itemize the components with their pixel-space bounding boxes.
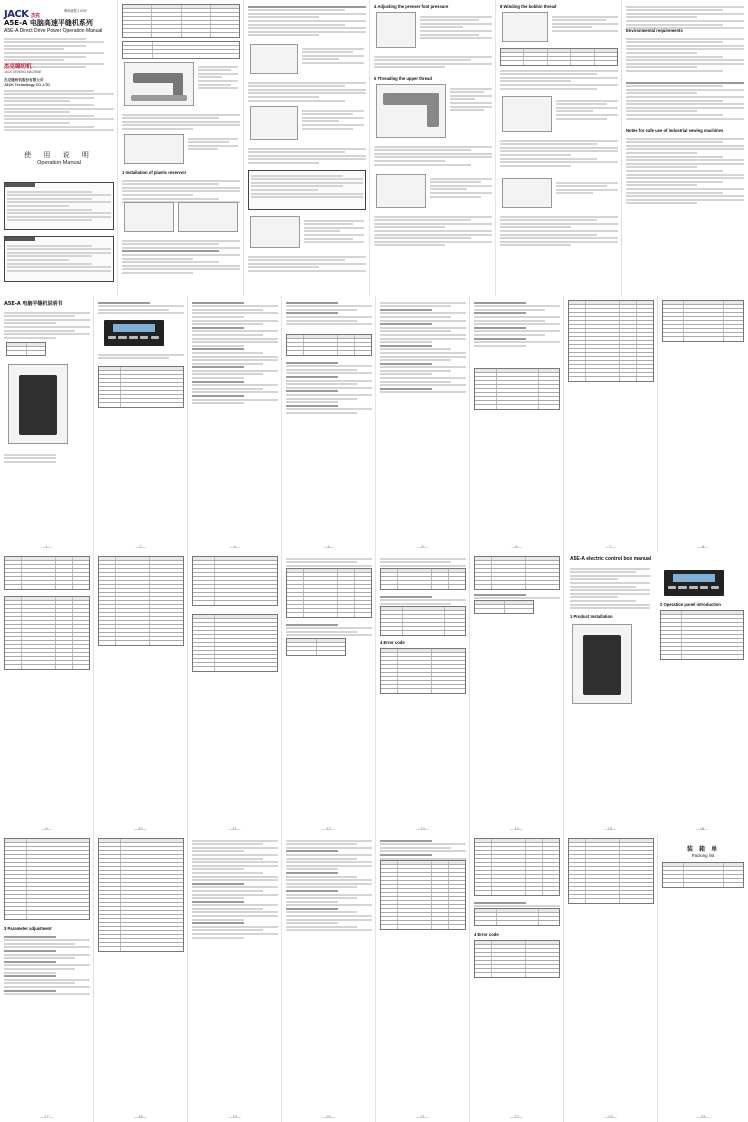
bobbin-diagram <box>250 216 300 248</box>
page-number: —18— <box>134 1114 147 1119</box>
oil-window-diagram <box>250 44 298 74</box>
error-table-en <box>474 940 560 978</box>
needle-diagram <box>250 106 298 140</box>
control-box-photo <box>8 364 68 444</box>
spec-table-2 <box>122 41 240 59</box>
company-name-en: JACK Technology CO.,LTD <box>4 83 50 87</box>
company-name-cn-2: 杰克缝纫机 <box>4 64 32 70</box>
manual-title-en: Operation Manual <box>37 160 81 166</box>
page-20 <box>282 834 376 1122</box>
reservoir-diagram <box>124 202 174 232</box>
table-diagram <box>124 134 184 164</box>
page-number: —1— <box>41 544 52 549</box>
page-number: —20— <box>322 1114 335 1119</box>
page-14 <box>470 552 564 834</box>
page-number: —11— <box>228 826 241 831</box>
winding-diagram <box>502 12 548 42</box>
param-table-h <box>192 556 278 606</box>
page-number: —8— <box>697 544 709 549</box>
page-number: —19— <box>228 1114 241 1119</box>
page-2 <box>94 296 188 552</box>
page-number: —4— <box>323 544 334 549</box>
panel-intro-title: 2 Operation panel introduction <box>660 602 721 607</box>
series-title-en: A5E-A Direct Drive Power Operation Manual <box>4 28 103 34</box>
page-3 <box>188 296 282 552</box>
page-number: —21— <box>416 1114 429 1119</box>
row-1 <box>0 0 748 296</box>
page-8 <box>658 296 748 552</box>
page-21 <box>376 834 470 1122</box>
page-number: —23— <box>604 1114 617 1119</box>
page-4 <box>282 296 376 552</box>
brand-tag: 傳承縫製 100年 <box>64 9 88 13</box>
page-15-16 <box>564 552 748 834</box>
error-table-cn-3 <box>474 600 534 614</box>
page-number: —10— <box>134 826 147 831</box>
param-table-k <box>286 638 346 656</box>
param-table-a <box>286 334 372 356</box>
company-sub: JACK SEWING MACHINE <box>4 70 42 74</box>
error-section-title-en: 4 Error code <box>474 932 499 937</box>
param-table-en-e <box>474 908 560 926</box>
row-3 <box>0 552 748 834</box>
winding-section-title: 8 Winding the bobbin thread <box>500 4 557 9</box>
pressure-section-title: 4 Adjusting the presser foot pressure <box>374 4 449 9</box>
control-box-photo-en <box>572 624 632 704</box>
product-install-title: 1 Product Installation <box>570 614 613 619</box>
page-19 <box>188 834 282 1122</box>
page-number: —6— <box>511 544 522 549</box>
param-table-en-d <box>474 838 560 896</box>
page-pressure <box>370 0 496 296</box>
page-number: —17— <box>40 1114 53 1119</box>
thread-section-title: 5 Threading the upper thread <box>374 76 432 81</box>
page-winding <box>496 0 622 296</box>
threading-diagram <box>376 84 446 138</box>
page-number: —24— <box>696 1114 710 1119</box>
env-section-title: Environmental requirements <box>626 28 683 33</box>
page-7 <box>564 296 658 552</box>
oil-diagram <box>178 202 238 232</box>
param-table-d <box>662 300 744 342</box>
packing-list-title-cn: 装 箱 单 <box>686 846 720 853</box>
page-number: —12— <box>322 826 335 831</box>
page-number: —22— <box>510 1114 523 1119</box>
safety-section-title: Notes for safe use of industrial sewing machines <box>626 128 724 133</box>
page-11 <box>188 552 282 834</box>
caution-box <box>248 170 366 210</box>
page-number: —13— <box>416 826 429 831</box>
page-oil-adjust <box>244 0 370 296</box>
en-manual-title: A5E-A electric control box manual <box>570 556 652 562</box>
brand-name: JACK <box>4 9 29 20</box>
key-function-table-en <box>660 610 744 660</box>
row-2 <box>0 296 748 552</box>
brand-name-cn: 杰克 <box>30 13 40 19</box>
safety-notice-box <box>4 182 114 230</box>
param-table-m <box>380 606 466 636</box>
page-number: —9— <box>41 826 52 831</box>
presser-diagram <box>376 12 416 48</box>
page-environment <box>622 0 748 296</box>
needle-table <box>500 48 618 66</box>
company-name-cn: 杰克缝纫机股份有限公司 <box>4 78 44 82</box>
page-number: —2— <box>135 544 146 549</box>
cover-page <box>0 0 118 296</box>
param-table-en-a <box>4 838 90 920</box>
feed-diagram <box>502 178 552 208</box>
spec-table <box>122 4 240 38</box>
model-table <box>6 342 46 356</box>
error-table-cn-2 <box>474 556 560 590</box>
series-title-cn: A5E-A 电脑高速平缝机系列 <box>4 19 93 27</box>
machine-diagram <box>124 62 194 106</box>
page-17 <box>0 834 94 1122</box>
page-13 <box>376 552 470 834</box>
hook-diagram <box>502 96 552 132</box>
param-table-g <box>98 556 184 646</box>
page-number: —16— <box>695 826 709 831</box>
operation-panel-image-en <box>664 570 724 596</box>
page-number: —15— <box>603 826 617 831</box>
warning-notice-box <box>4 236 114 282</box>
param-table-e <box>4 556 90 590</box>
packing-list-title-en: Packing list <box>691 853 715 858</box>
page-23 <box>564 834 658 1122</box>
page-5 <box>376 296 470 552</box>
page-number: —14— <box>510 826 523 831</box>
cn-manual-title: A5E-A 电脑平缝机说明书 <box>4 301 63 307</box>
page-number: —5— <box>417 544 428 549</box>
page-18 <box>94 834 188 1122</box>
install-section-title: 1 Installation of plastic reservoir <box>122 170 187 175</box>
param-table-j <box>286 568 372 618</box>
error-table-en-2 <box>568 838 654 904</box>
param-table-en-b <box>98 838 184 952</box>
key-function-table <box>98 366 184 408</box>
row-4 <box>0 834 748 1122</box>
page-12 <box>282 552 376 834</box>
error-section-title-cn: 4 Error code <box>380 640 405 645</box>
manual-title-cn: 使 用 说 明 <box>24 151 94 159</box>
page-24 <box>658 834 748 1122</box>
param-table-c <box>568 300 654 382</box>
param-table-l <box>380 568 466 590</box>
error-table-cn <box>380 648 466 694</box>
page-1 <box>0 296 94 552</box>
page-22 <box>470 834 564 1122</box>
tension-diagram <box>376 174 426 208</box>
page-10 <box>94 552 188 834</box>
param-table-i <box>192 614 278 672</box>
page-6 <box>470 296 564 552</box>
param-table-f <box>4 596 90 670</box>
page-number: —3— <box>229 544 240 549</box>
param-table-b <box>474 368 560 410</box>
packing-list-table <box>662 862 744 888</box>
param-adjust-title: 3 Parameter adjustment <box>4 926 52 931</box>
param-table-en-c <box>380 860 466 930</box>
page-install-tables <box>118 0 244 296</box>
operation-panel-image <box>104 320 164 346</box>
page-number: —7— <box>605 544 616 549</box>
page-9 <box>0 552 94 834</box>
